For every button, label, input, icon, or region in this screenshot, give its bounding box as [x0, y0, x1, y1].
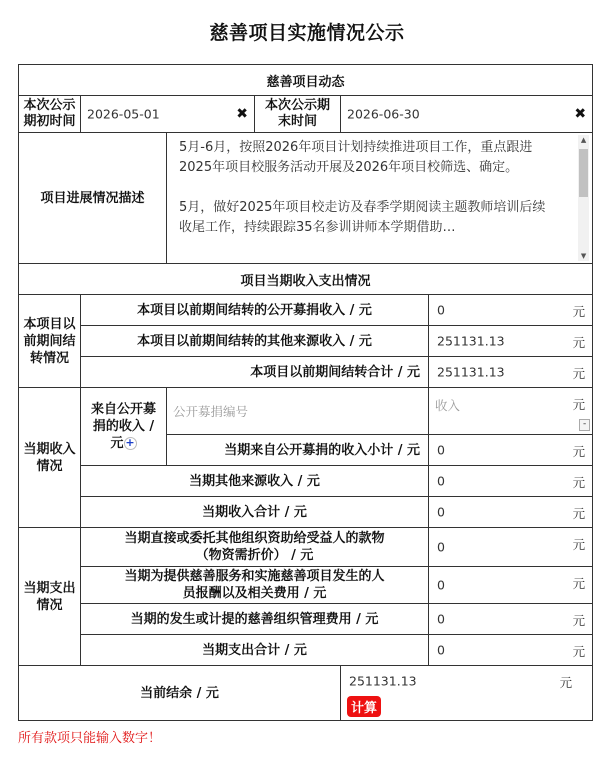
expense-staff-label: 当期为提供慈善服务和实施慈善项目发生的人员报酬以及相关费用 / 元 [81, 567, 429, 604]
expense-total-label: 当期支出合计 / 元 [81, 635, 429, 666]
period-end-value: 2026-06-30 [347, 106, 420, 122]
scroll-thumb[interactable] [579, 149, 588, 197]
expense-staff-field[interactable] [429, 567, 593, 604]
progress-textarea[interactable] [167, 133, 593, 264]
expense-direct-value: 0 [437, 539, 445, 555]
add-row-icon[interactable]: + [125, 436, 135, 449]
page-title: 慈善项目实施情况公示 [209, 22, 405, 44]
progress-label: 项目进展情况描述 [19, 133, 167, 264]
expense-staff-value: 0 [437, 577, 445, 593]
clear-end-icon[interactable]: ✖ [574, 106, 587, 122]
carry-group-label: 本项目以前期间结转情况 [19, 295, 81, 388]
public-subtotal-field [429, 435, 593, 466]
carry-other-label: 本项目以前期间结转的其他来源收入 / 元 [81, 326, 429, 357]
scroll-down-icon[interactable]: ▼ [580, 252, 587, 260]
progress-paragraph-2: 5月，做好2025年项目校走访及春季学期阅读主题教师培训后续收尾工作，持续跟踪35名参训讲师本学期借助… [179, 200, 546, 235]
income-total-field [429, 497, 593, 528]
expense-mgmt-label: 当期的发生或计提的慈善组织管理费用 / 元 [81, 604, 429, 635]
remove-row-icon[interactable]: - [579, 419, 590, 431]
balance-label: 当前结余 / 元 [19, 666, 341, 721]
unit-label: 元 [572, 335, 586, 350]
carry-total-value: 251131.13 [437, 364, 505, 380]
expense-total-field [429, 635, 593, 666]
unit-label: 元 [559, 675, 573, 690]
expense-mgmt-value: 0 [437, 611, 445, 627]
balance-value: 251131.13 [349, 673, 417, 689]
unit-label: 元 [572, 644, 586, 659]
carry-public-value: 0 [437, 302, 445, 318]
scroll-up-icon[interactable]: ▲ [580, 136, 587, 144]
unit-label: 元 [572, 366, 586, 381]
carry-public-label: 本项目以前期间结转的公开募捐收入 / 元 [81, 295, 429, 326]
unit-label: 元 [572, 475, 586, 490]
public-code-input[interactable] [167, 388, 429, 435]
expense-group-label: 当期支出情况 [19, 528, 81, 666]
section-dynamics-header: 慈善项目动态 [19, 65, 593, 96]
carry-other-value: 251131.13 [437, 333, 505, 349]
public-subtotal-value: 0 [437, 442, 445, 458]
period-end-label: 本次公示期末时间 [255, 96, 341, 133]
income-total-value: 0 [437, 504, 445, 520]
income-placeholder: 收入 [435, 398, 461, 413]
unit-label: 元 [572, 397, 586, 412]
disclosure-table [18, 64, 593, 721]
expense-direct-label: 当期直接或委托其他组织资助给受益人的款物（物资需折价） / 元 [81, 528, 429, 567]
carry-total-field [429, 357, 593, 388]
unit-label: 元 [572, 576, 586, 591]
carry-other-field[interactable] [429, 326, 593, 357]
income-total-label: 当期收入合计 / 元 [81, 497, 429, 528]
public-subtotal-label: 当期来自公开募捐的收入小计 / 元 [167, 435, 429, 466]
other-income-field[interactable] [429, 466, 593, 497]
clear-start-icon[interactable]: ✖ [236, 106, 248, 122]
unit-label: 元 [572, 613, 586, 628]
public-income-cell [81, 388, 167, 466]
public-code-placeholder: 公开募捐编号 [173, 404, 249, 419]
carry-total-label: 本项目以前期间结转合计 / 元 [81, 357, 429, 388]
progress-paragraph-1: 5月-6月，按照2026年项目计划持续推进项目工作，重点跟进2025年项目校服务活动开展及2026年项目校筛选、确定。 [179, 140, 533, 175]
expense-direct-field[interactable] [429, 528, 593, 567]
unit-label: 元 [572, 304, 586, 319]
unit-label: 元 [572, 537, 586, 552]
expense-total-value: 0 [437, 642, 445, 658]
period-start-value: 2026-05-01 [87, 106, 160, 122]
income-group-label: 当期收入情况 [19, 388, 81, 528]
unit-label: 元 [572, 506, 586, 521]
calculate-button[interactable]: 计算 [347, 696, 381, 717]
period-start-label: 本次公示期初时间 [19, 96, 81, 133]
expense-mgmt-field[interactable] [429, 604, 593, 635]
period-end-field[interactable] [341, 96, 593, 133]
textarea-scrollbar[interactable] [578, 135, 589, 261]
section-finance-header: 项目当期收入支出情况 [19, 264, 593, 295]
balance-field [341, 666, 593, 721]
public-income-label: 来自公开募捐的收入 / 元 [90, 402, 156, 451]
unit-label: 元 [572, 444, 586, 459]
other-income-label: 当期其他来源收入 / 元 [81, 466, 429, 497]
period-start-field[interactable] [81, 96, 255, 133]
carry-public-field[interactable] [429, 295, 593, 326]
numeric-only-note: 所有款项只能输入数字！ [18, 731, 162, 746]
other-income-value: 0 [437, 473, 445, 489]
public-income-input[interactable] [429, 388, 593, 435]
